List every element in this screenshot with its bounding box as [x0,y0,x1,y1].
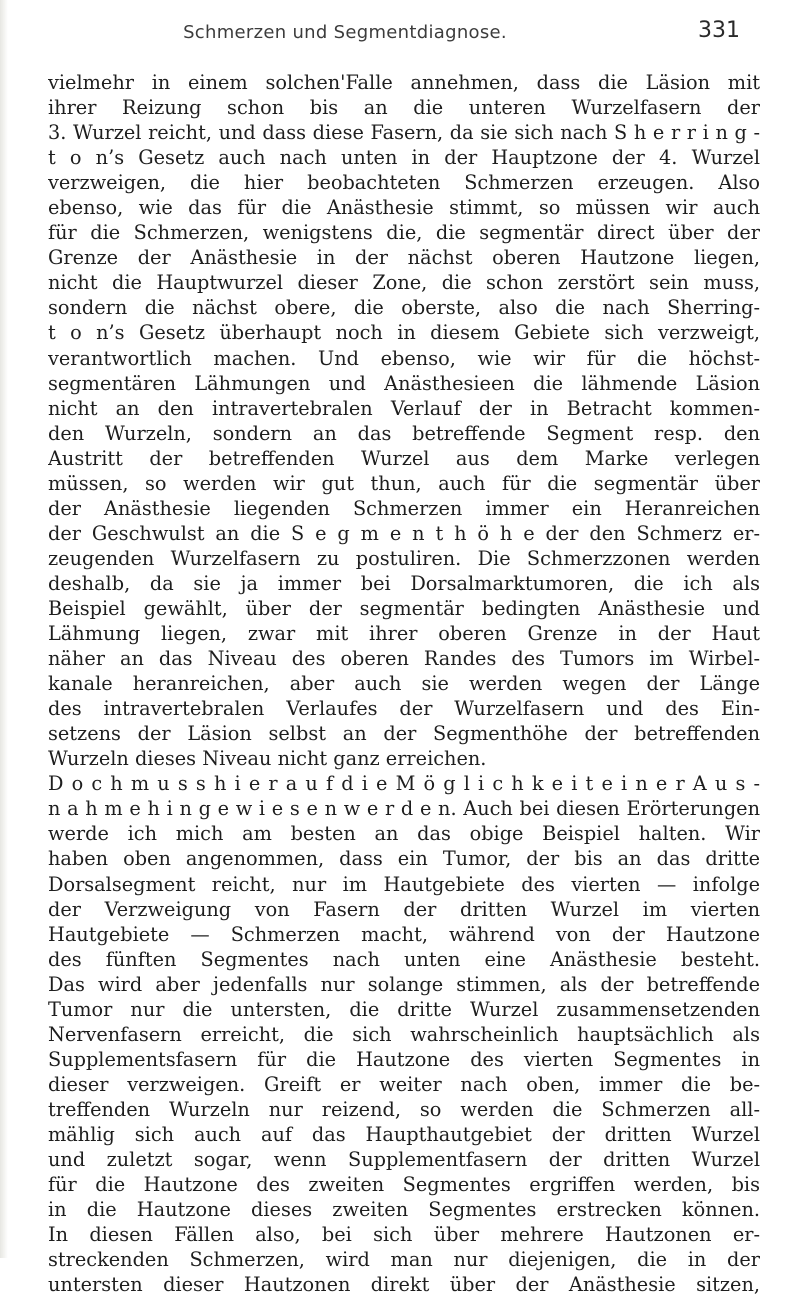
text-line: des intravertebralen Verlaufes der Wurzelfasern und des Ein- [48,697,760,721]
text-line: zeugenden Wurzelfasern zu postuliren. Die Schmerzzonen werden [48,546,760,570]
text-line: streckenden Schmerzen, wird man nur diejenigen, die in der [48,1248,760,1272]
text-line: der Anästhesie liegenden Schmerzen immer ein Heranreichen [48,496,760,520]
text-line: Beispiel gewählt, über der segmentär bedingten Anästhesie und [48,596,760,620]
text-line: Tumor nur die untersten, die dritte Wurzel zusammensetzenden [48,997,760,1021]
text-line: D o c h m u s s h i e r a u f d i e M ö g l i c h k e i t e i n e r A u s - [48,772,760,796]
text-line: Dorsalsegment reicht, nur im Hautgebiete des vierten — infolge [48,872,760,896]
text-line: Supplementsfasern für die Hautzone des vierten Segmentes in [48,1047,760,1071]
text-line: t o n’s Gesetz überhaupt noch in diesem Gebiete sich verzweigt, [48,321,760,345]
text-line: t o n’s Gesetz auch nach unten in der Hauptzone der 4. Wurzel [48,146,760,170]
text-line: werde ich mich am besten an das obige Beispiel halten. Wir [48,822,760,846]
text-line: verzweigen, die hier beobachteten Schmerzen erzeugen. Also [48,171,760,195]
text-line: untersten dieser Hautzonen direkt über der Anästhesie sitzen, [48,1273,760,1297]
text-line: für die Hautzone des zweiten Segmentes ergriffen werden, bis [48,1173,760,1197]
text-line: der Geschwulst an die S e g m e n t h ö h e der den Schmerz er- [48,521,760,545]
text-line: nicht die Hauptwurzel dieser Zone, die schon zerstört sein muss, [48,271,760,295]
text-line: treffenden Wurzeln nur reizend, so werden die Schmerzen all- [48,1097,760,1121]
text-line: für die Schmerzen, wenigstens die, die segmentär direct über der [48,221,760,245]
text-line: den Wurzeln, sondern an das betreffende Segment resp. den [48,421,760,445]
text-line: deshalb, da sie ja immer bei Dorsalmarktumoren, die ich als [48,571,760,595]
text-line: ihrer Reizung schon bis an die unteren Wurzelfasern der [48,96,760,120]
text-line: näher an das Niveau des oberen Randes des Tumors im Wirbel- [48,647,760,671]
text-line: verantwortlich machen. Und ebenso, wie wir für die höchst- [48,346,760,370]
text-line: Austritt der betreffenden Wurzel aus dem Marke verlegen [48,446,760,470]
paragraph-end-line: Wurzeln dieses Niveau nicht ganz erreichen. [48,747,487,771]
page-number: 331 [698,18,740,43]
page-header [20,18,740,52]
text-line: haben oben angenommen, dass ein Tumor, der bis an das dritte [48,847,760,871]
text-line: müssen, so werden wir gut thun, auch für die segmentär über [48,471,760,495]
text-line: und zuletzt sogar, wenn Supplementfasern der dritten Wurzel [48,1148,760,1172]
text-line: kanale heranreichen, aber auch sie werden wegen der Länge [48,672,760,696]
text-line: vielmehr in einem solchen'Falle annehmen, dass die Läsion mit [48,71,760,94]
text-line: sondern die nächst obere, die oberste, also die nach Sherring- [48,296,760,320]
text-line: Das wird aber jedenfalls nur solange stimmen, als der betreffende [48,972,760,996]
text-line: n a h m e h i n g e w i e s e n w e r d e n. Auch bei diesen Erörterungen [48,797,760,821]
text-line: der Verzweigung von Fasern der dritten Wurzel im vierten [48,897,760,921]
text-line: segmentären Lähmungen und Anästhesieen die lähmende Läsion [48,371,760,395]
text-line: setzens der Läsion selbst an der Segmenthöhe der betreffenden [48,722,760,746]
text-line: in die Hautzone dieses zweiten Segmentes erstrecken können. [48,1198,760,1222]
text-line: Hautgebiete — Schmerzen macht, während von der Hautzone [48,922,760,946]
text-line: Lähmung liegen, zwar mit ihrer oberen Grenze in der Haut [48,622,760,646]
text-line: des fünften Segmentes nach unten eine Anästhesie besteht. [48,947,760,971]
text-line: Grenze der Anästhesie in der nächst oberen Hautzone liegen, [48,246,760,270]
text-line: 3. Wurzel reicht, und dass diese Fasern, da sie sich nach S h e r r i n g - [48,121,760,145]
text-line: dieser verzweigen. Greift er weiter nach oben, immer die be- [48,1072,760,1096]
body-text [48,70,760,1297]
running-head: Schmerzen und Segmentdiagnose. [183,22,507,43]
text-line: mählig sich auch auf das Haupthautgebiet der dritten Wurzel [48,1122,760,1146]
text-line: In diesen Fällen also, bei sich über mehrere Hautzonen er- [48,1223,760,1247]
text-line: ebenso, wie das für die Anästhesie stimmt, so müssen wir auch [48,196,760,220]
text-line: nicht an den intravertebralen Verlauf der in Betracht kommen- [48,396,760,420]
text-line: Nervenfasern erreicht, die sich wahrscheinlich hauptsächlich als [48,1022,760,1046]
